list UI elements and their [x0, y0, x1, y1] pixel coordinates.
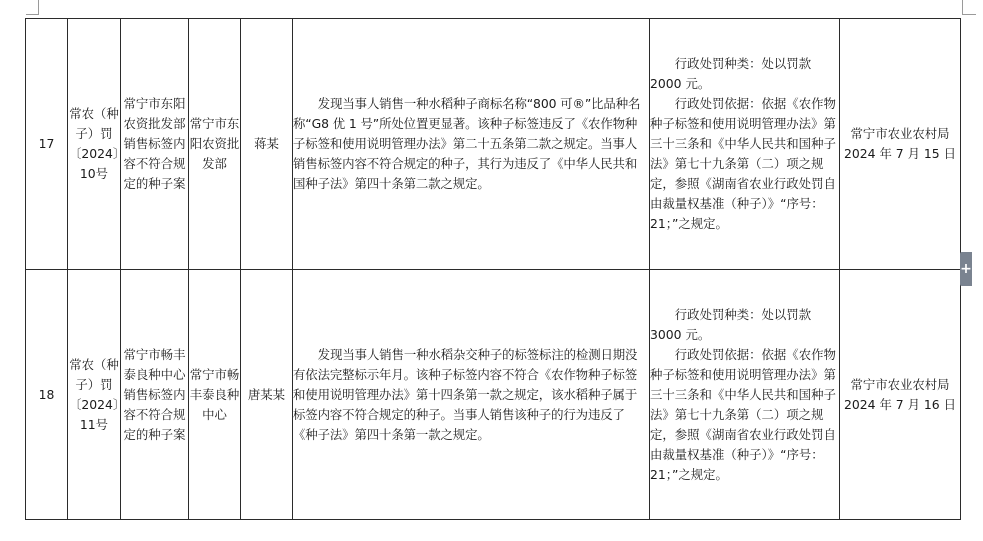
violation-facts-text: 发现当事人销售一种水稻杂交种子的标签标注的检测日期没有依法完整标示年月。该种子标签内容不符合《农作物种子标签和使用说明管理办法》第十四条第一款之规定，该水稻种子属于标签内容不符合规定的种子。当事人销售该种子的行为违反了《种子法》第四十条第一款之规定。 [293, 346, 638, 442]
page-corner-mark-top-left [38, 0, 39, 14]
document-number-cell: 常农（种子）罚〔2024〕11号 [68, 270, 121, 520]
decision-date: 2024 年 7 月 15 日 [843, 146, 957, 161]
penalty-type-text: 行政处罚种类：处以罚款2000 元。 [650, 56, 812, 91]
authority-date-cell [840, 270, 961, 520]
penalty-type-text: 行政处罚种类：处以罚款3000 元。 [650, 306, 812, 342]
authority-name: 常宁市农业农村局 [850, 376, 950, 392]
party-organization-cell: 常宁市东阳农资批发部 [189, 19, 241, 270]
table-row [26, 270, 961, 520]
table-row [26, 19, 961, 270]
case-name-cell: 常宁市东阳农资批发部销售标签内容不符合规定的种子案 [121, 19, 189, 270]
penalty-cell [650, 19, 840, 270]
violation-facts-text: 发现当事人销售一种水稻种子商标名称“800 可®”比品种名称“G8 优 1 号”所处位置更显著。该种子标签违反了《农作物种子标签和使用说明管理办法》第二十五条第二款之规定。当事人销售标签内容不符合规定的种子，其行为违反了《中华人民共和国种子法》第四十条第二款之规定。 [293, 96, 641, 191]
authority-name: 常宁市农业农村局 [850, 126, 950, 141]
penalty-basis-text: 行政处罚依据：依据《农作物种子标签和使用说明管理办法》第三十三条和《中华人民共和国种子法》第七十九条第（二）项之规定，参照《湖南省农业行政处罚自由裁量权基准（种子）》“序号：21；”之规定。 [650, 346, 836, 482]
penalty-records-table [25, 18, 961, 520]
penalty-cell [650, 270, 840, 520]
party-organization-cell: 常宁市畅丰泰良种中心 [189, 270, 241, 520]
document-number-cell: 常农（种子）罚〔2024〕10号 [68, 19, 121, 270]
party-person-cell: 蒋某 [241, 19, 293, 270]
penalty-basis-text: 行政处罚依据：依据《农作物种子标签和使用说明管理办法》第三十三条和《中华人民共和国种子法》第七十九条第（二）项之规定，参照《湖南省农业行政处罚自由裁量权基准（种子）》“序号：21；”之规定。 [650, 96, 836, 231]
violation-facts-cell [293, 270, 650, 520]
page-corner-mark-top-right-horizontal [962, 14, 976, 15]
party-person-cell: 唐某某 [241, 270, 293, 520]
plus-icon: + [960, 261, 972, 277]
row-number-cell: 18 [26, 270, 68, 520]
violation-facts-cell [293, 19, 650, 270]
expand-side-panel-button[interactable] [960, 252, 972, 286]
page-corner-mark-top-right [962, 0, 963, 14]
case-name-cell: 常宁市畅丰泰良种中心销售标签内容不符合规定的种子案 [121, 270, 189, 520]
page-corner-mark-top-left-horizontal [26, 14, 39, 15]
authority-date-cell [840, 19, 961, 270]
row-number-cell: 17 [26, 19, 68, 270]
decision-date: 2024 年 7 月 16 日 [843, 396, 957, 412]
